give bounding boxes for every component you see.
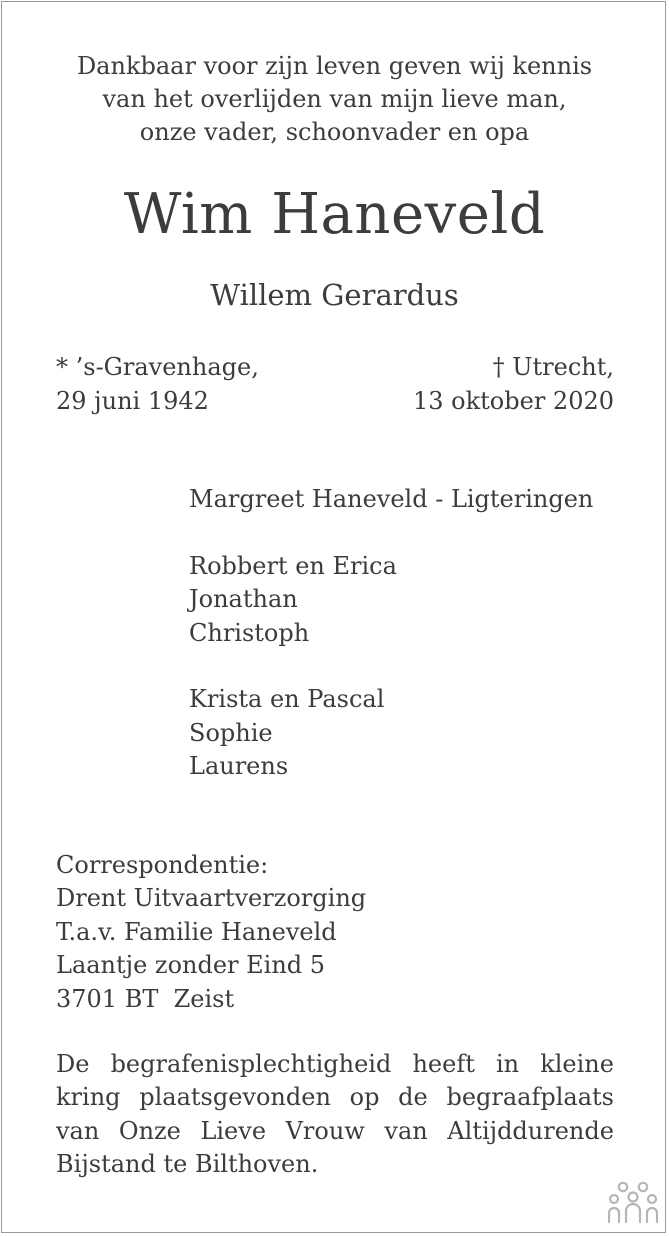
correspondence-line: Correspondentie: [56,851,269,879]
family-group-2 [189,683,593,783]
intro-text [0,50,669,149]
notice-last-line: Bijstand te Bilthoven. [56,1150,319,1179]
notice-word: heeft [412,1050,475,1078]
notice-word: De [56,1050,90,1078]
notice-word: in [495,1050,520,1078]
correspondence-line: Drent Uitvaartverzorging [56,884,367,913]
notice-word: begraafplaats [446,1083,614,1112]
family-list [189,483,593,817]
notice-word: van [56,1116,100,1145]
intro-line: van het overlijden van mijn lieve man, [102,85,567,113]
death-info [413,350,614,418]
notice-word: Altijddurende [447,1116,614,1145]
people-group-icon [608,1180,658,1224]
notice-word: kring [56,1083,121,1112]
death-place: † Utrecht, [492,353,614,381]
family-member: Jonathan [189,585,298,614]
intro-line: Dankbaar voor zijn leven geven wij kennis [76,52,593,80]
notice-word: Vrouw [285,1116,365,1145]
notice-line [56,1115,614,1148]
family-member: Sophie [189,718,273,747]
notice-word: begrafenisplechtigheid [110,1050,392,1078]
family-member: Christoph [189,618,310,647]
notice-word: kleine [540,1050,614,1078]
family-member: Robbert en Erica [189,551,397,580]
deceased-name: Wim Haneveld [123,182,546,247]
correspondence-address [56,849,366,1016]
intro-line: onze vader, schoonvader en opa [139,118,530,146]
family-member: Krista en Pascal [189,685,385,714]
funeral-notice [56,1048,614,1182]
deceased-full-name: Willem Gerardus [210,278,459,312]
family-spouse: Margreet Haneveld - Ligteringen [189,485,594,513]
family-group-1 [189,550,593,650]
birth-place: * ’s-Gravenhage, [56,353,259,381]
birth-info [56,350,259,418]
correspondence-line: T.a.v. Familie Haneveld [56,917,337,946]
notice-word: plaatsgevonden [139,1083,331,1112]
notice-line [56,1081,614,1114]
family-member: Laurens [189,752,289,781]
death-date: 13 oktober 2020 [413,387,614,415]
notice-word: Onze [118,1116,181,1145]
correspondence-line: 3701 BT Zeist [56,984,235,1013]
notice-line [56,1048,614,1081]
notice-word: op [349,1083,380,1112]
birth-date: 29 juni 1942 [56,387,209,415]
family-spouse-group [189,483,593,516]
notice-word: Lieve [200,1116,267,1145]
notice-word: de [398,1083,428,1112]
correspondence-line: Laantje zonder Eind 5 [56,951,326,980]
notice-word: van [384,1116,428,1145]
